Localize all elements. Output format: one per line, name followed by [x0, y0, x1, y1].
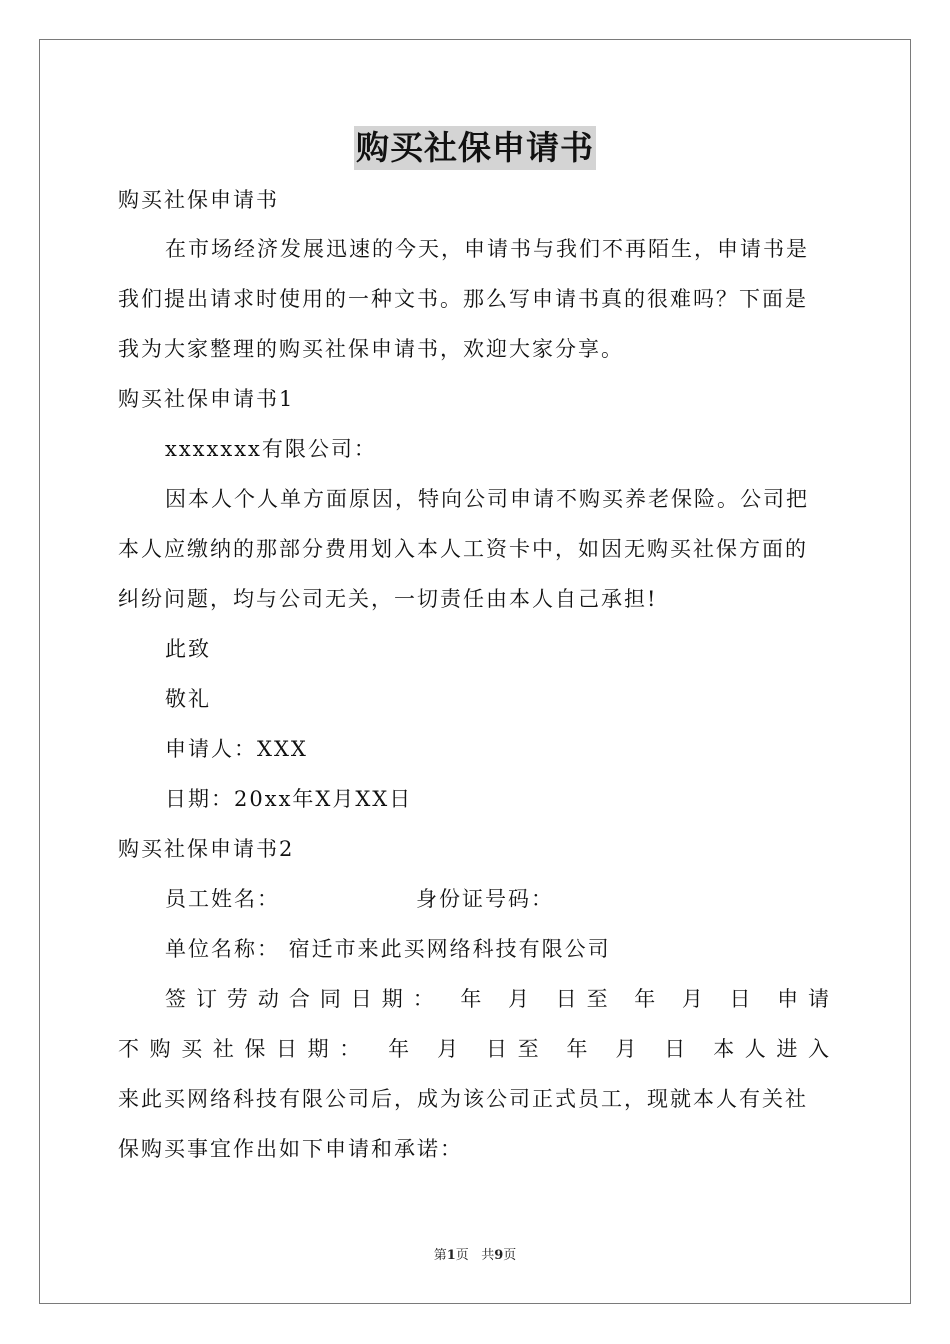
no-buy-month-1: 月: [437, 1037, 469, 1061]
contract-date-line: [165, 984, 830, 1014]
intro-line-1: 在市场经济发展迅速的今天，申请书与我们不再陌生，申请书是: [165, 237, 809, 261]
no-buy-day-to: 日至: [485, 1037, 550, 1061]
applicant-line: 申请人：XXX: [165, 737, 308, 761]
body1-line-3: 纠纷问题，均与公司无关，一切责任由本人自己承担!: [118, 587, 658, 611]
contract-year-2: 年: [634, 987, 666, 1011]
no-buy-day: 日: [664, 1037, 696, 1061]
footer-page-suffix: 页: [503, 1248, 517, 1263]
no-buy-date-label: 不购买社保日期：: [118, 1037, 371, 1061]
no-buy-year-2: 年: [566, 1037, 599, 1061]
intro-line-2: 我们提出请求时使用的一种文书。那么写申请书真的很难吗？下面是: [118, 287, 808, 311]
contract-date-label: 签订劳动合同日期：: [165, 987, 444, 1011]
no-buy-date-line: [118, 1034, 830, 1064]
date-line: 日期：20xx年X月XX日: [165, 787, 413, 811]
contract-month-1: 月: [507, 987, 539, 1011]
unit-name-line: 单位名称： 宿迁市来此买网络科技有限公司: [165, 937, 611, 961]
employee-name-label: 员工姓名：: [165, 887, 280, 911]
section-heading-2: 购买社保申请书2: [118, 837, 295, 861]
apply-label: 申请: [777, 987, 831, 1011]
no-buy-year-1: 年: [388, 1037, 420, 1061]
section-heading-1: 购买社保申请书1: [118, 387, 295, 411]
closing-line-1: 此致: [165, 637, 211, 661]
footer-page-number: 1: [446, 1248, 456, 1263]
body2-line-3: 来此买网络科技有限公司后，成为该公司正式员工，现就本人有关社: [118, 1087, 808, 1111]
closing-line-2: 敬礼: [165, 687, 211, 711]
contract-day-to: 日至: [555, 987, 618, 1011]
id-number-label: 身份证号码：: [416, 887, 554, 911]
enter-label: 本人进入: [713, 1037, 831, 1061]
footer-page-total: 9: [494, 1248, 504, 1263]
page-footer: [0, 1247, 950, 1265]
title-wrap: [0, 126, 950, 170]
subtitle: 购买社保申请书: [118, 188, 279, 212]
no-buy-month-2: 月: [615, 1037, 647, 1061]
body1-line-2: 本人应缴纳的那部分费用划入本人工资卡中，如因无购买社保方面的: [118, 537, 808, 561]
footer-page-mid: 页 共: [455, 1248, 495, 1263]
contract-month-2: 月: [681, 987, 713, 1011]
addressee: xxxxxxx有限公司：: [165, 437, 377, 461]
footer-page-prefix: 第: [433, 1248, 447, 1263]
contract-day: 日: [729, 987, 761, 1011]
intro-line-3: 我为大家整理的购买社保申请书，欢迎大家分享。: [118, 337, 624, 361]
body1-line-1: 因本人个人单方面原因，特向公司申请不购买养老保险。公司把: [165, 487, 809, 511]
page-border: [39, 39, 911, 1304]
contract-year-1: 年: [460, 987, 492, 1011]
body2-line-4: 保购买事宜作出如下申请和承诺：: [118, 1137, 463, 1161]
document-title: 购买社保申请书: [354, 126, 596, 170]
